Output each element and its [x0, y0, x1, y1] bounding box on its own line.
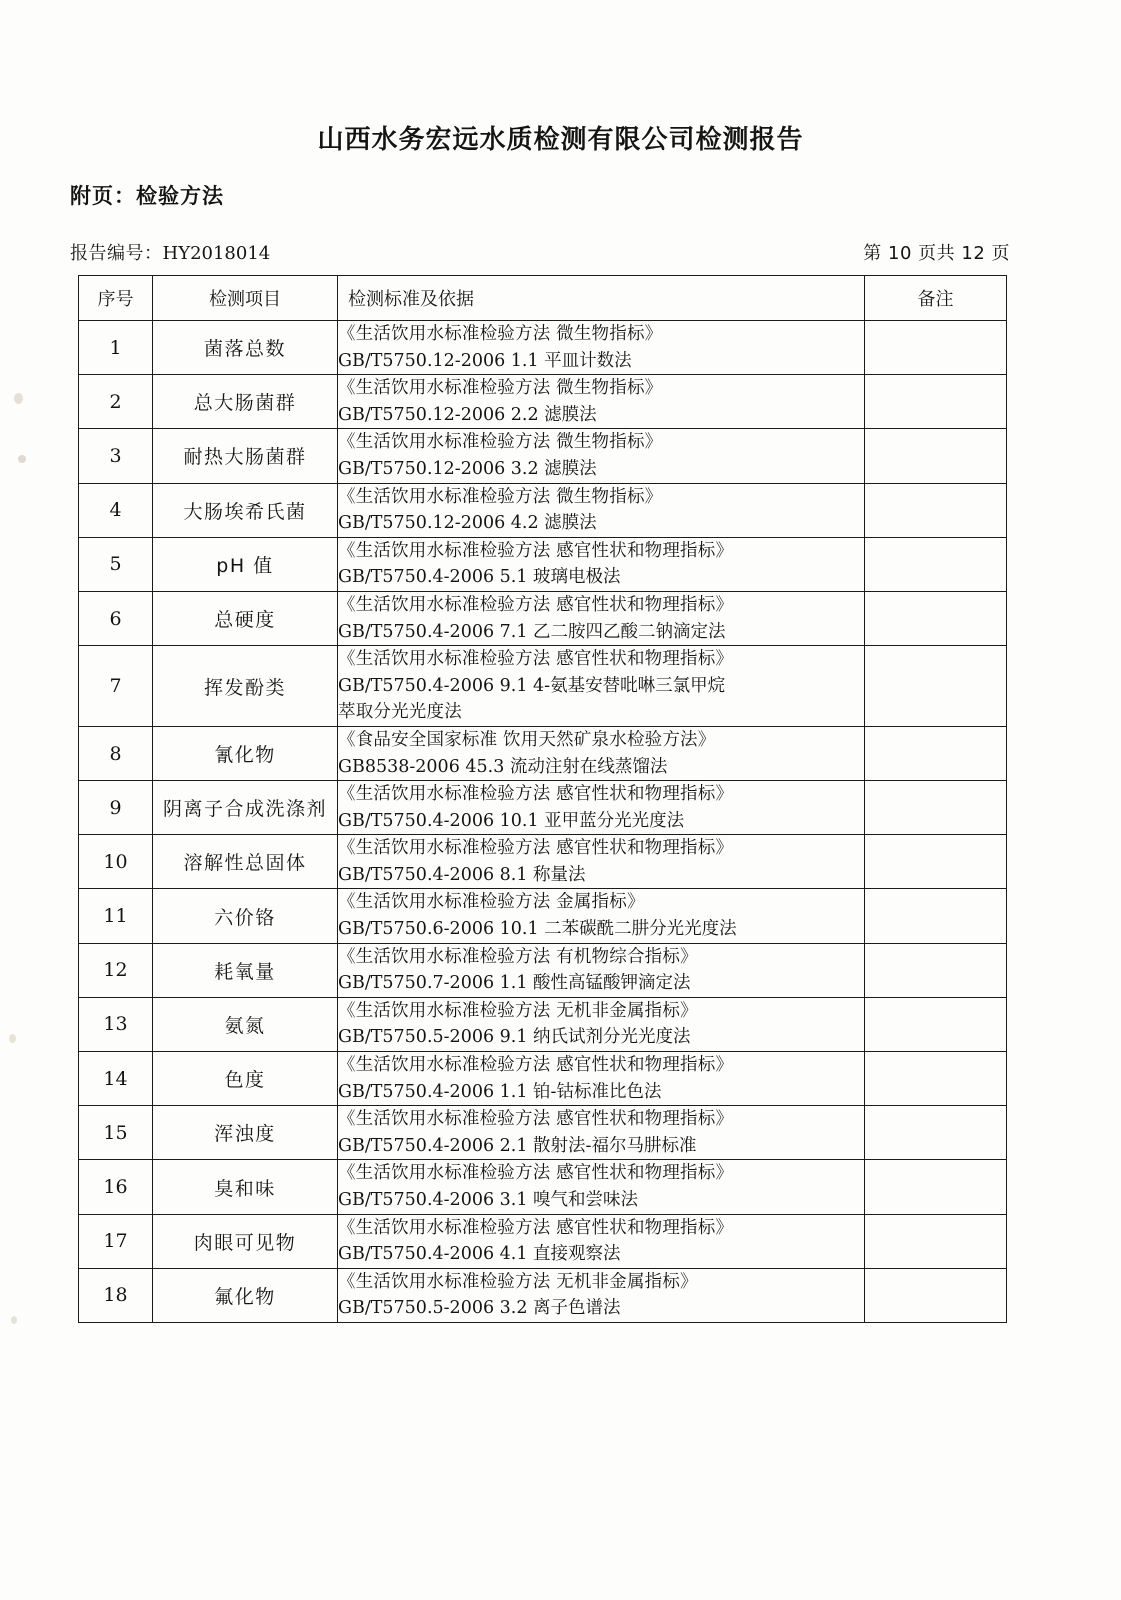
standard-line-1: 《生活饮用水标准检验方法 有机物综合指标》	[338, 946, 698, 967]
row-standard	[338, 429, 865, 483]
row-item: 氨氮	[153, 997, 338, 1051]
row-note	[865, 997, 1007, 1051]
standard-line-2: GB/T5750.4-2006 10.1 亚甲蓝分光光度法	[338, 810, 685, 831]
standard-line-2: GB/T5750.5-2006 3.2 离子色谱法	[338, 1298, 621, 1319]
row-standard	[338, 1106, 865, 1160]
row-standard	[338, 1268, 865, 1322]
row-standard	[338, 889, 865, 943]
standard-line-1: 《生活饮用水标准检验方法 感官性状和物理指标》	[338, 1109, 734, 1130]
row-standard	[338, 943, 865, 997]
report-number-value: HY2018014	[162, 243, 271, 264]
page-subtitle: 附页：检验方法	[70, 184, 224, 208]
table-row	[79, 943, 1007, 997]
row-index: 18	[79, 1268, 153, 1322]
row-note	[865, 1268, 1007, 1322]
table-row	[79, 483, 1007, 537]
standard-line-2: GB/T5750.4-2006 1.1 铂-钴标准比色法	[338, 1081, 662, 1102]
table-row	[79, 375, 1007, 429]
standard-line-2: GB/T5750.4-2006 8.1 称量法	[338, 864, 586, 885]
table-row	[79, 726, 1007, 780]
row-index: 16	[79, 1160, 153, 1214]
standard-line-1: 《食品安全国家标准 饮用天然矿泉水检验方法》	[338, 729, 716, 750]
table-header-row	[79, 276, 1007, 321]
row-standard	[338, 726, 865, 780]
row-item: 氟化物	[153, 1268, 338, 1322]
row-note	[865, 781, 1007, 835]
row-item: 大肠埃希氏菌	[153, 483, 338, 537]
row-note	[865, 429, 1007, 483]
page-indicator: 第 10 页共 12 页	[863, 243, 1010, 264]
report-meta	[70, 239, 1010, 265]
table-row	[79, 591, 1007, 645]
standard-line-1: 《生活饮用水标准检验方法 感官性状和物理指标》	[338, 1217, 734, 1238]
row-standard	[338, 375, 865, 429]
standard-line-1: 《生活饮用水标准检验方法 微生物指标》	[338, 378, 663, 399]
scan-artifact	[9, 1034, 16, 1043]
row-index: 1	[79, 321, 153, 375]
column-header-standard: 检测标准及依据	[338, 276, 865, 321]
row-note	[865, 537, 1007, 591]
report-number-label: 报告编号：	[70, 243, 163, 264]
row-index: 2	[79, 375, 153, 429]
standard-line-2: GB/T5750.4-2006 4.1 直接观察法	[338, 1244, 621, 1265]
standard-line-1: 《生活饮用水标准检验方法 感官性状和物理指标》	[338, 1055, 734, 1076]
table-row	[79, 781, 1007, 835]
row-note	[865, 1052, 1007, 1106]
standard-line-1: 《生活饮用水标准检验方法 金属指标》	[338, 892, 645, 913]
row-note	[865, 943, 1007, 997]
table-row	[79, 835, 1007, 889]
standard-line-1: 《生活饮用水标准检验方法 无机非金属指标》	[338, 1000, 698, 1021]
scan-artifact	[11, 1316, 17, 1324]
row-item: 肉眼可见物	[153, 1214, 338, 1268]
row-item: 六价铬	[153, 889, 338, 943]
scan-artifact	[14, 393, 23, 404]
table-row	[79, 1160, 1007, 1214]
row-item: 耗氧量	[153, 943, 338, 997]
row-index: 3	[79, 429, 153, 483]
row-index: 8	[79, 726, 153, 780]
inspection-methods-table	[78, 275, 1007, 1323]
row-standard	[338, 781, 865, 835]
standard-line-1: 《生活饮用水标准检验方法 微生物指标》	[338, 432, 663, 453]
row-item: 色度	[153, 1052, 338, 1106]
standard-line-1: 《生活饮用水标准检验方法 微生物指标》	[338, 324, 663, 344]
row-index: 4	[79, 483, 153, 537]
standard-line-2: GB/T5750.12-2006 4.2 滤膜法	[338, 513, 597, 534]
row-note	[865, 889, 1007, 943]
row-index: 5	[79, 537, 153, 591]
standard-line-2: GB/T5750.6-2006 10.1 二苯碳酰二肼分光光度法	[338, 919, 737, 940]
row-item: 氰化物	[153, 726, 338, 780]
row-item: 挥发酚类	[153, 646, 338, 727]
row-note	[865, 835, 1007, 889]
row-index: 14	[79, 1052, 153, 1106]
row-note	[865, 591, 1007, 645]
table-row	[79, 997, 1007, 1051]
standard-line-1: 《生活饮用水标准检验方法 感官性状和物理指标》	[338, 540, 734, 561]
table-row	[79, 1052, 1007, 1106]
standard-line-1: 《生活饮用水标准检验方法 微生物指标》	[338, 486, 663, 507]
row-item: 总大肠菌群	[153, 375, 338, 429]
row-index: 10	[79, 835, 153, 889]
table-row	[79, 1106, 1007, 1160]
row-note	[865, 726, 1007, 780]
row-index: 7	[79, 646, 153, 727]
row-note	[865, 321, 1007, 375]
row-standard	[338, 591, 865, 645]
row-standard	[338, 483, 865, 537]
row-note	[865, 1106, 1007, 1160]
standard-line-2: GB/T5750.4-2006 7.1 乙二胺四乙酸二钠滴定法	[338, 621, 726, 642]
row-item: 阴离子合成洗涤剂	[153, 781, 338, 835]
row-note	[865, 483, 1007, 537]
row-item: 臭和味	[153, 1160, 338, 1214]
row-standard	[338, 1214, 865, 1268]
table-row	[79, 1214, 1007, 1268]
standard-line-1: 《生活饮用水标准检验方法 感官性状和物理指标》	[338, 594, 734, 615]
row-index: 6	[79, 591, 153, 645]
table-row	[79, 429, 1007, 483]
column-header-item: 检测项目	[153, 276, 338, 321]
standard-line-2: GB/T5750.7-2006 1.1 酸性高锰酸钾滴定法	[338, 973, 691, 994]
row-note	[865, 1214, 1007, 1268]
row-standard	[338, 646, 865, 727]
standard-line-1: 《生活饮用水标准检验方法 感官性状和物理指标》	[338, 784, 734, 805]
row-standard	[338, 835, 865, 889]
row-note	[865, 1160, 1007, 1214]
standard-line-1: 《生活饮用水标准检验方法 无机非金属指标》	[338, 1271, 698, 1292]
row-item: 总硬度	[153, 591, 338, 645]
standard-line-1: 《生活饮用水标准检验方法 感官性状和物理指标》	[338, 649, 734, 670]
row-standard	[338, 997, 865, 1051]
row-index: 9	[79, 781, 153, 835]
row-index: 13	[79, 997, 153, 1051]
standard-line-2: GB/T5750.12-2006 1.1 平皿计数法	[338, 350, 632, 371]
standard-line-1: 《生活饮用水标准检验方法 感官性状和物理指标》	[338, 1163, 734, 1184]
row-index: 17	[79, 1214, 153, 1268]
standard-line-2: GB8538-2006 45.3 流动注射在线蒸馏法	[338, 756, 668, 777]
row-standard	[338, 321, 865, 375]
table-row	[79, 646, 1007, 727]
row-index: 12	[79, 943, 153, 997]
row-index: 11	[79, 889, 153, 943]
row-item: 耐热大肠菌群	[153, 429, 338, 483]
row-note	[865, 375, 1007, 429]
row-standard	[338, 1052, 865, 1106]
row-item: 浑浊度	[153, 1106, 338, 1160]
row-item: 菌落总数	[153, 321, 338, 375]
table-row	[79, 889, 1007, 943]
scan-artifact	[18, 455, 26, 463]
row-item: pH 值	[153, 537, 338, 591]
row-standard	[338, 1160, 865, 1214]
standard-line-2: GB/T5750.4-2006 5.1 玻璃电极法	[338, 567, 621, 588]
standard-line-2: GB/T5750.12-2006 2.2 滤膜法	[338, 404, 597, 425]
row-note	[865, 646, 1007, 727]
standard-line-1: 《生活饮用水标准检验方法 感官性状和物理指标》	[338, 838, 734, 859]
standard-line-3: 萃取分光光度法	[338, 702, 462, 723]
standard-line-2: GB/T5750.4-2006 2.1 散射法-福尔马肼标准	[338, 1135, 697, 1156]
table-row	[79, 321, 1007, 375]
row-item: 溶解性总固体	[153, 835, 338, 889]
standard-line-2: GB/T5750.5-2006 9.1 纳氏试剂分光光度法	[338, 1027, 691, 1048]
row-index: 15	[79, 1106, 153, 1160]
row-standard	[338, 537, 865, 591]
page-title: 山西水务宏远水质检测有限公司检测报告	[317, 125, 804, 155]
table-row	[79, 537, 1007, 591]
report-number	[70, 239, 270, 265]
column-header-note: 备注	[865, 276, 1007, 321]
standard-line-2: GB/T5750.4-2006 3.1 嗅气和尝味法	[338, 1190, 639, 1210]
table-row	[79, 1268, 1007, 1322]
standard-line-2: GB/T5750.12-2006 3.2 滤膜法	[338, 458, 597, 479]
standard-line-2: GB/T5750.4-2006 9.1 4-氨基安替吡啉三氯甲烷	[338, 675, 726, 696]
column-header-index: 序号	[79, 276, 153, 321]
